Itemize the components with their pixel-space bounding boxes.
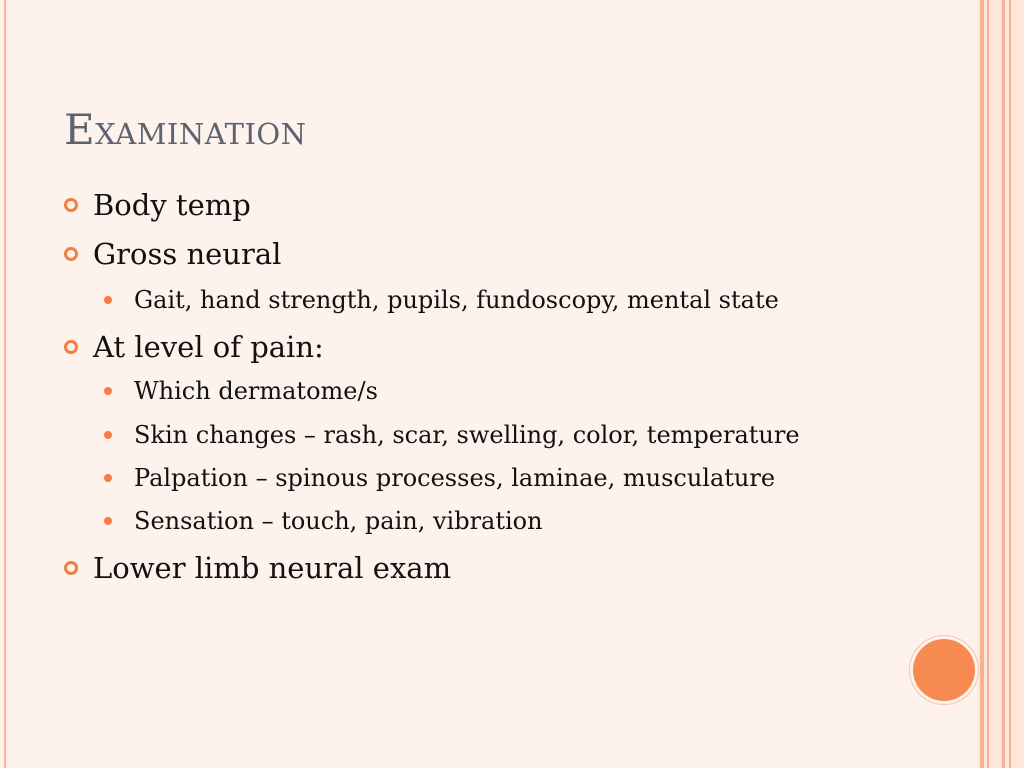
right-decorative-band [978,0,1024,768]
decorative-stripe [980,0,984,768]
bullet-text: Palpation – spinous processes, laminae, musculature [134,464,776,492]
circle-bullet-icon [64,340,78,354]
circle-bullet-icon [64,247,78,261]
bullet-level1 [64,234,281,274]
bullet-text: Lower limb neural exam [93,551,452,585]
decorative-stripe [1009,0,1011,768]
dot-bullet-icon [104,296,112,304]
circle-bullet-icon [64,198,78,212]
bullet-text: Sensation – touch, pain, vibration [134,507,543,535]
bullet-level1 [64,548,451,588]
bullet-level2 [104,284,779,316]
bullet-level2 [104,505,543,537]
circle-bullet-icon [64,561,78,575]
bullet-level2 [104,375,378,407]
decorative-circle [913,639,975,701]
bullet-level1 [64,185,251,225]
bullet-level1 [64,327,324,367]
slide-title: Examination [64,105,307,154]
bullet-text: Body temp [93,188,251,222]
dot-bullet-icon [104,517,112,525]
left-border-line [0,0,6,768]
bullet-text: Gross neural [93,237,282,271]
decorative-stripe [1002,0,1005,768]
dot-bullet-icon [104,474,112,482]
bullet-text: At level of pain: [93,330,324,364]
bullet-text: Gait, hand strength, pupils, fundoscopy, mental state [134,286,779,314]
dot-bullet-icon [104,387,112,395]
bullet-text: Skin changes – rash, scar, swelling, color, temperature [134,421,800,449]
bullet-level2 [104,419,800,451]
dot-bullet-icon [104,431,112,439]
bullet-level2 [104,462,775,494]
decorative-stripe [987,0,989,768]
bullet-text: Which dermatome/s [134,377,378,405]
